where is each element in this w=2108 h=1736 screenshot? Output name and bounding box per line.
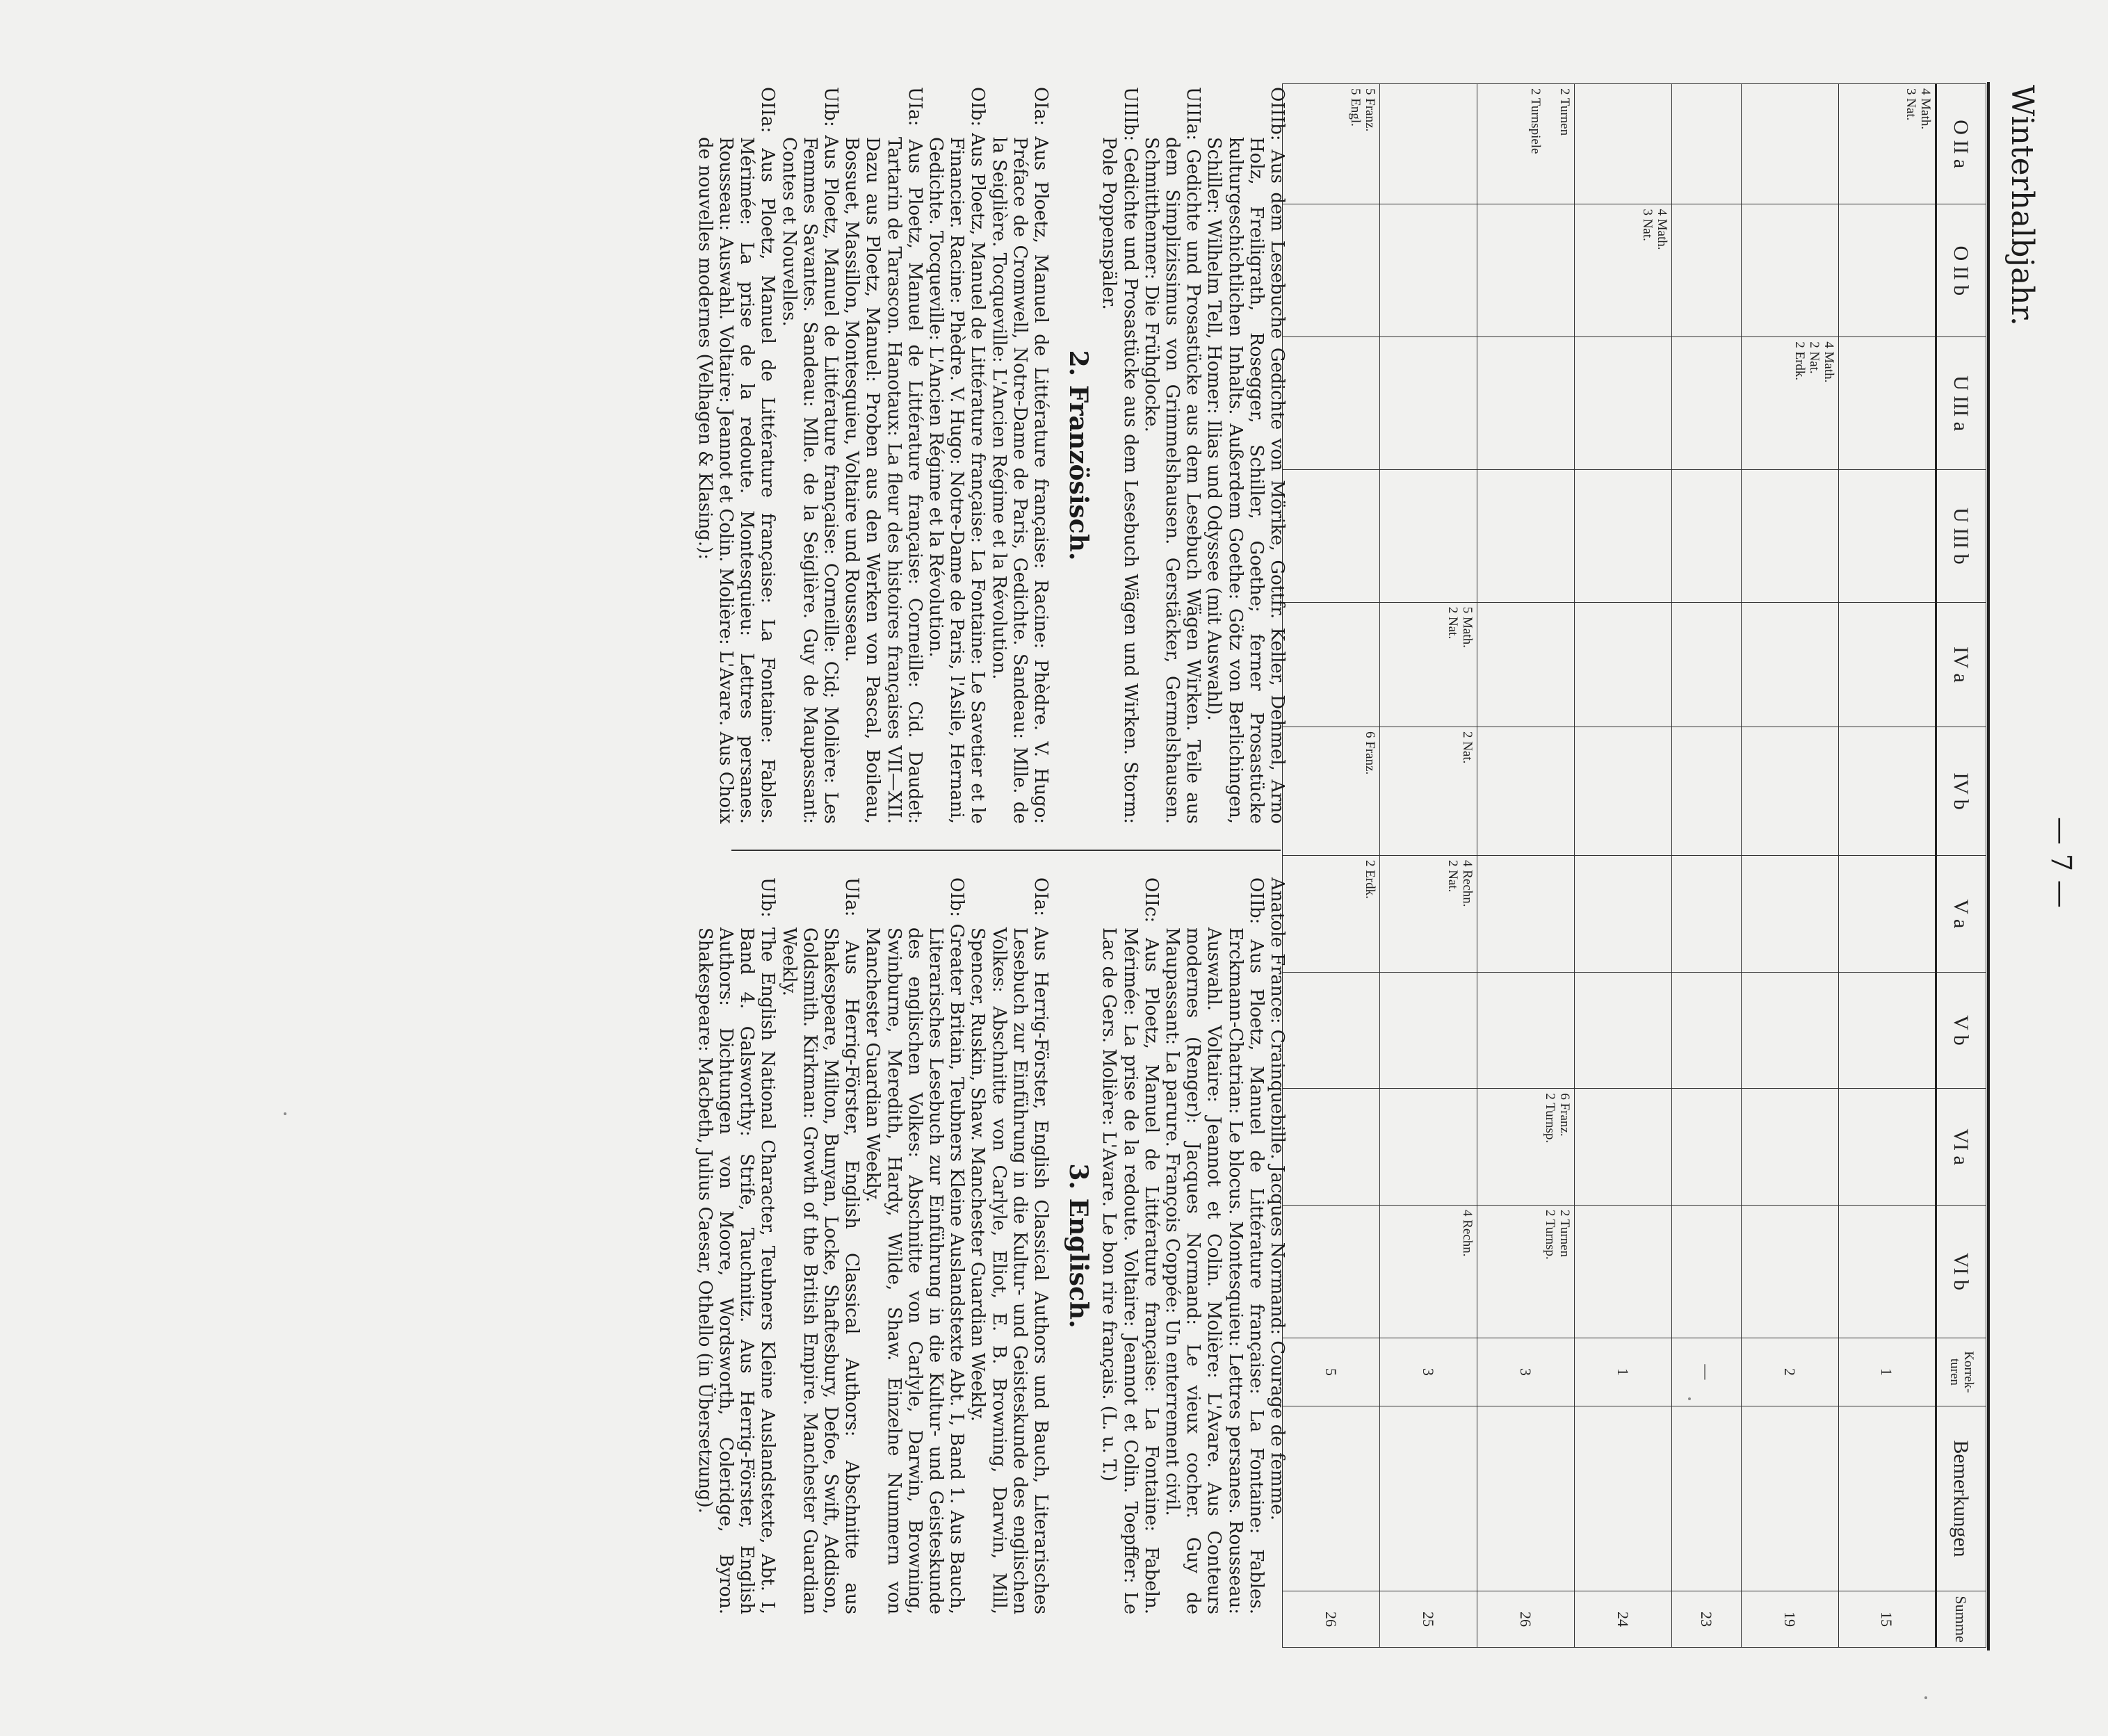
table-cell (1283, 337, 1380, 470)
table-cell (1672, 727, 1742, 856)
right-text-column (695, 877, 1288, 1614)
column-header: O II a (1936, 84, 1986, 204)
text-paragraph: OIa: Aus Herrig-Förster, English Classical Authors und Bauch, Literarisches Lesebuch zur Einführung in die Kultur- und Geisteskunde des englischen Volkes: Abschnitte von Carlyle, Eliot, E. B. Browning, Darwin, Mill, Spencer, Ruskin, Shaw. Manchester Guardian Weekly. (967, 877, 1051, 1614)
column-header: U III a (1936, 337, 1986, 470)
table-cell: 2 Turnen 2 Turnspiele (1477, 84, 1575, 204)
text-paragraph: OIIb: Aus Ploetz, Manuel de Littérature française: La Fontaine: Fables. Erckmann-Chatrian: Le blocus. Montesquieu: Lettres persanes. Rousseau: Auswahl. Voltaire: Jeannot et Colin. Molière: L'Avare. Aus Conteurs modernes (Renger): Jacques Normand: Le vieux cocher. Guy de Maupassant: La parure. François Coppée: Un enterrement civil. (1161, 877, 1267, 1614)
table-cell (1672, 856, 1742, 973)
column-header: V a (1936, 856, 1986, 973)
table-cell (1283, 470, 1380, 603)
text-paragraph: UIb: Aus Ploetz, Manuel de Littérature française: Corneille: Cid; Molière: Les Femmes Savantes. Sandeau: Mlle. de la Seiglière. Guy de Maupassant: Contes et Nouvelles. (778, 87, 841, 824)
table-cell (1839, 1406, 1936, 1591)
table-cell (1477, 856, 1575, 973)
table-cell (1839, 1089, 1936, 1206)
table-cell: 2 (1742, 1338, 1839, 1406)
table-cell (1575, 1205, 1672, 1338)
table-top-rule (1987, 82, 1990, 1650)
table-cell: 5 (1283, 1338, 1380, 1406)
left-text-column (695, 87, 1288, 824)
table-cell: 6 Franz. (1283, 727, 1380, 856)
table-cell: 23 (1672, 1591, 1742, 1647)
table-cell (1742, 1406, 1839, 1591)
text-paragraph: OIIa: Aus Ploetz, Manuel de Littérature française: La Fontaine: Fables. Mérimée: La prise de la redoute. Montesquieu: Lettres persanes. Rousseau: Auswahl. Voltaire: Jeannot et Colin. Molière: L'Avare. Aus Choix de nouvelles modernes (Velhagen & Klasing.): (694, 87, 779, 824)
text-paragraph: Anatole France: Crainquebille. Jacques Normand: Courage de femme. (1267, 877, 1288, 1520)
table-cell (1672, 1205, 1742, 1338)
table-cell (1742, 1205, 1839, 1338)
table-cell: 25 (1380, 1591, 1477, 1647)
text-paragraph: OIb: Aus Ploetz, Manuel de Littérature française: La Fontaine: Le Savetier et le Financier. Racine: Phèdre. V. Hugo: Notre-Dame de Paris, l'Asile, Hernani, Gedichte. Tocqueville: L'Ancien Régime et la Révolution. (925, 87, 989, 824)
table-cell (1477, 972, 1575, 1089)
table-cell (1672, 1406, 1742, 1591)
table-cell (1283, 1205, 1380, 1338)
column-header: V b (1936, 972, 1986, 1089)
table-cell (1575, 337, 1672, 470)
text-paragraph: UIIIb: Gedichte und Prosastücke aus dem Lesebuch Wägen und Wirken. Storm: Pole Poppenspäler. (1098, 87, 1141, 824)
table-cell (1283, 602, 1380, 727)
table-cell (1283, 204, 1380, 337)
table-cell (1477, 470, 1575, 603)
table-cell: 1 (1575, 1338, 1672, 1406)
table-cell (1477, 1406, 1575, 1591)
table-cell (1575, 84, 1672, 204)
table-cell (1380, 204, 1477, 337)
table-cell (1380, 470, 1477, 603)
table-row (1380, 84, 1477, 1648)
table-cell (1283, 972, 1380, 1089)
text-paragraph: OIb: Greater Britain, Teubners Kleine Auslandstexte Abt. I, Band 1. Aus Bauch, Literarisches Lesebuch zur Einführung in die Kultur- und Geisteskunde des englischen Volkes: Abschnitte von Carlyle, Darwin, Browning, Swinburne, Meredith, Hardy, Wilde, Shaw. Einzelne Nummern von Manchester Guardian Weekly. (862, 877, 968, 1614)
text-paragraph: UIa: Aus Ploetz, Manuel de Littérature française: Corneille: Cid. Daudet: Tartarin de Tarascon. Hanotaux: La fleur des histoires françaises VII—XII. Dazu aus Ploetz, Manuel: Proben aus den Werken von Pascal, Boileau, Bossuet, Massillon, Montesquieu, Voltaire und Rousseau. (841, 87, 925, 824)
text-paragraph: OIIIb: Aus dem Lesebuche Gedichte von Mörike, Gottfr. Keller, Dehmel, Arno Holz, Freiligrath, Rosegger, Schiller, Goethe; ferner Prosastücke kulturgeschichtlichen Inhalts. Außerdem Goethe: Götz von Berlichingen, Schiller: Wilhelm Tell, Homer: Ilias und Odyssee (mit Auswahl). (1203, 87, 1288, 824)
table-cell (1575, 1089, 1672, 1206)
table-cell (1283, 1089, 1380, 1206)
table-cell: 26 (1477, 1591, 1575, 1647)
text-paragraph: UIIIa: Gedichte und Prosastücke aus dem Lesebuch Wägen Wirken. Teile aus dem Simplizissimus von Grimmelshausen. Gerstäcker, Germelshausen. Schmitthenner: Die Frühglocke. (1140, 87, 1204, 824)
table-cell (1575, 602, 1672, 727)
paper-speck (284, 1112, 286, 1115)
table-cell (1672, 602, 1742, 727)
table-cell: 4 Math. 2 Nat. 2 Erdk. (1742, 337, 1839, 470)
table-cell: 4 Rechn. (1380, 1205, 1477, 1338)
table-cell (1477, 337, 1575, 470)
column-header: IV a (1936, 602, 1986, 727)
table-cell (1380, 972, 1477, 1089)
french-readings-continued (1098, 877, 1288, 1614)
table-cell (1380, 337, 1477, 470)
table-cell: — (1672, 1338, 1742, 1406)
table-cell: 3 (1380, 1338, 1477, 1406)
table-cell (1742, 602, 1839, 727)
english-readings (695, 877, 1051, 1614)
table-cell (1283, 1406, 1380, 1591)
table-row (1283, 84, 1380, 1648)
table-row (1477, 84, 1575, 1648)
page-number: — 7 — (2045, 817, 2077, 908)
german-readings (1098, 87, 1288, 824)
table-cell (1839, 470, 1936, 603)
text-paragraph: UIb: The English National Character, Teubners Kleine Auslandstexte, Abt. I, Band 4. Galsworthy: Strife, Tauchnitz. Aus Herrig-Förster, English Authors: Dichtungen von Moore, Wordsworth, Coleridge, Byron. Shakespeare: Macbeth, Julius Caesar, Othello (in Übersetzung). (694, 877, 779, 1614)
table-cell (1742, 1089, 1839, 1206)
table-cell: 4 Math. 3 Nat. (1839, 84, 1936, 204)
table-cell: 26 (1283, 1591, 1380, 1647)
table-cell (1672, 204, 1742, 337)
table-cell (1742, 972, 1839, 1089)
paper-speck (1924, 1696, 1927, 1699)
table-cell (1575, 972, 1672, 1089)
table-cell (1575, 727, 1672, 856)
table-cell (1672, 84, 1742, 204)
table-cell: 15 (1839, 1591, 1936, 1647)
table-row (1839, 84, 1936, 1648)
table-cell (1742, 204, 1839, 337)
table-cell: 3 (1477, 1338, 1575, 1406)
table-cell: 4 Math. 3 Nat. (1575, 204, 1672, 337)
table-cell (1477, 204, 1575, 337)
table-cell (1380, 1089, 1477, 1206)
section-title: Winterhalbjahr. (2004, 85, 2040, 326)
table-cell: 4 Rechn. 2 Nat. (1380, 856, 1477, 973)
table-row (1742, 84, 1839, 1648)
table-cell (1839, 972, 1936, 1089)
table-cell (1839, 204, 1936, 337)
table-cell (1839, 337, 1936, 470)
english-heading: 3. Englisch. (1064, 1163, 1094, 1329)
french-heading: 2. Französisch. (1064, 350, 1094, 561)
table-header-row (1936, 84, 1986, 1648)
table-cell (1380, 84, 1477, 204)
table-cell (1672, 470, 1742, 603)
table-cell: 1 (1839, 1338, 1936, 1406)
table-cell (1839, 856, 1936, 973)
table-cell (1839, 602, 1936, 727)
table-cell: 2 Turnen 2 Turnsp. (1477, 1205, 1575, 1338)
table-cell (1575, 1406, 1672, 1591)
table-row (1672, 84, 1742, 1648)
paper-speck (1688, 1397, 1691, 1400)
table-cell: 5 Math. 2 Nat. (1380, 602, 1477, 727)
schedule-table (1282, 83, 1986, 1648)
table-row (1575, 84, 1672, 1648)
text-paragraph: OIIc: Aus Ploetz, Manuel de Littérature française: La Fontaine: Fabeln. Mérimée: La prise de la redoute. Voltaire: Jeannot et Colin. Toepffer: Le Lac de Gers. Molière: L'Avare. Le bon rire français. (L. u. T.) (1098, 877, 1162, 1614)
table-cell: 2 Nat. (1380, 727, 1477, 856)
text-paragraph: OIa: Aus Ploetz, Manuel de Littérature française: Racine: Phèdre. V. Hugo: Préface de Cromwell, Notre-Dame de Paris, Gedichte. Sandeau: Mlle. de la Seiglière. Tocqueville: L'Ancien Régime et la Révolution. (988, 87, 1051, 824)
column-header: Korrek- turen (1936, 1338, 1986, 1406)
table-body (1283, 84, 1936, 1648)
table-cell (1575, 856, 1672, 973)
table-cell (1839, 1205, 1936, 1338)
column-header: O II b (1936, 204, 1986, 337)
table-cell: 2 Erdk. (1283, 856, 1380, 973)
table-cell (1477, 727, 1575, 856)
table-cell (1575, 470, 1672, 603)
table-cell: 6 Franz. 2 Turnsp. (1477, 1089, 1575, 1206)
table-cell (1742, 84, 1839, 204)
table-cell (1380, 1406, 1477, 1591)
column-header: Bemerkungen (1936, 1406, 1986, 1591)
column-header: VI a (1936, 1089, 1986, 1206)
table-cell: 19 (1742, 1591, 1839, 1647)
table-cell (1672, 972, 1742, 1089)
column-header: VI b (1936, 1205, 1986, 1338)
table-cell: 24 (1575, 1591, 1672, 1647)
french-readings (695, 87, 1051, 824)
table-cell (1672, 337, 1742, 470)
column-header: IV b (1936, 727, 1986, 856)
text-paragraph: UIa: Aus Herrig-Förster, English Classical Authors: Abschnitte aus Shakespeare, Milton, Bunyan, Locke, Shaftesbury, Defoe, Swift, Addison, Goldsmith. Kirkman: Growth of the British Empire. Manchester Guardian Weekly. (778, 877, 863, 1614)
column-header: Summe (1936, 1591, 1986, 1647)
table-cell (1477, 602, 1575, 727)
table-cell (1672, 1089, 1742, 1206)
table-cell (1742, 727, 1839, 856)
table-cell (1839, 727, 1936, 856)
table-cell (1742, 856, 1839, 973)
column-header: U III b (1936, 470, 1986, 603)
table-cell (1742, 470, 1839, 603)
table-cell: 5 Franz. 5 Engl. (1283, 84, 1380, 204)
column-divider (731, 850, 1281, 851)
